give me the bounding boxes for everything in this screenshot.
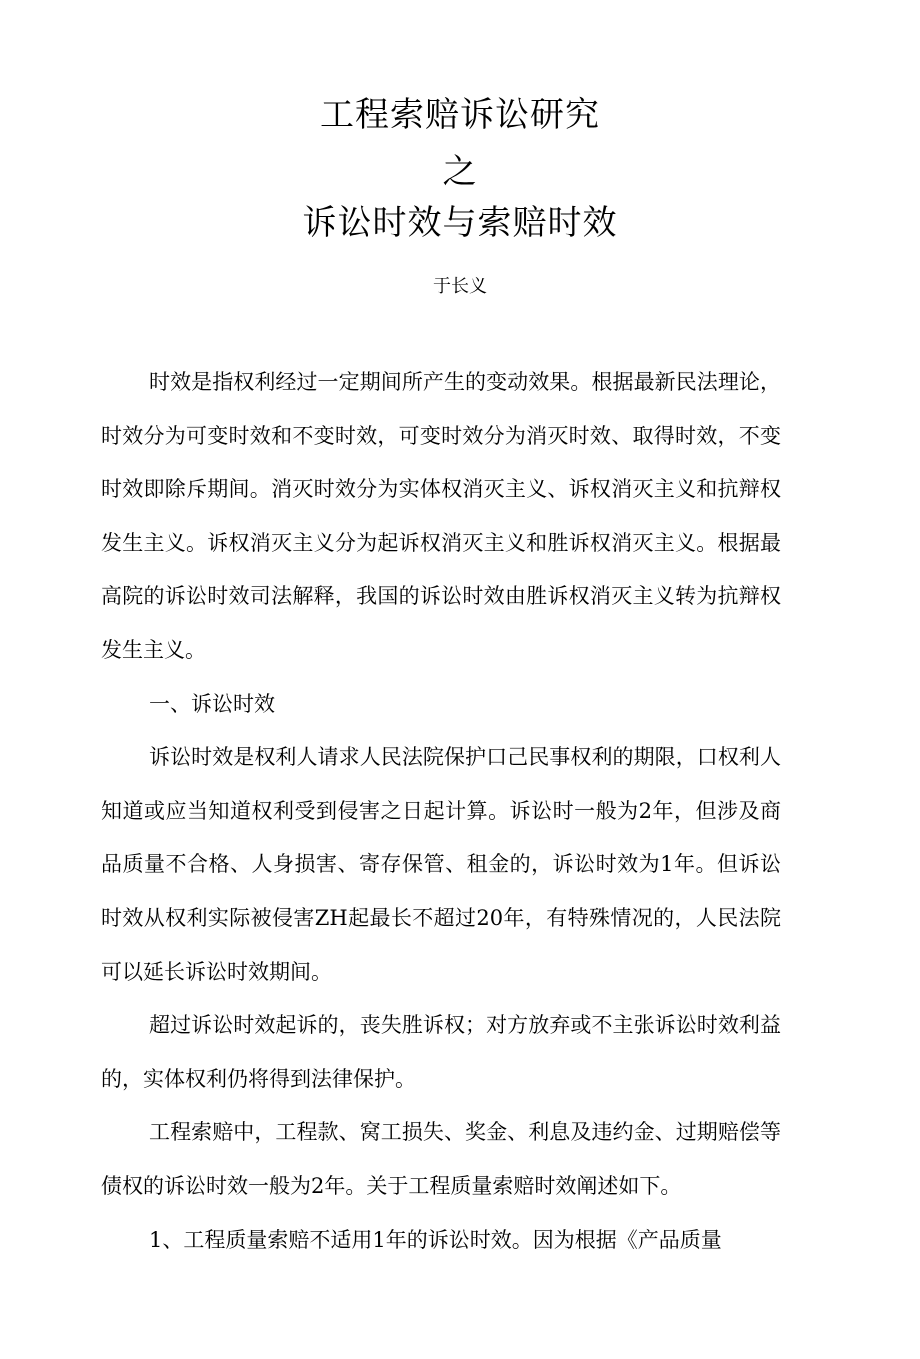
document-body: [101, 356, 781, 1267]
section-heading-litigation-limitation: 一、诉讼时效: [149, 691, 275, 716]
paragraph-expiry-effect: 超过诉讼时效起诉的，丧失胜诉权；对方放弃或不主张诉讼时效利益的，实体权利仍将得到法律保护。: [101, 1013, 781, 1091]
paragraph-litigation-limitation: 诉讼时效是权利人请求人民法院保护口己民事权利的期限，口权利人知道或应当知道权利受到侵害之日起计算。诉讼时一般为2年，但涉及商品质量不合格、人身损害、寄存保管、租金的，诉讼时效为1年。但诉讼时效从权利实际被侵害ZH起最长不超过20年，有特殊情况的，人民法院可以延长诉讼时效期间。: [101, 745, 781, 984]
paragraph-quality-claims: 1、工程质量索赔不适用1年的诉讼时效。因为根据《产品质量: [149, 1227, 722, 1252]
document-title-line-1: 工程索赔诉讼研究: [320, 95, 600, 135]
document-title-line-2: 之: [442, 152, 478, 192]
author-name: 于长义: [433, 276, 487, 297]
document-title-line-3: 诉讼时效与索赔时效: [302, 203, 618, 243]
paragraph-engineering-claims: 工程索赔中，工程款、窝工损失、奖金、利息及违约金、过期赔偿等债权的诉讼时效一般为2年。关于工程质量索赔时效阐述如下。: [101, 1120, 781, 1198]
paragraph-intro: 时效是指权利经过一定期间所产生的变动效果。根据最新民法理论，时效分为可变时效和不变时效，可变时效分为消灭时效、取得时效，不变时效即除斥期间。消灭时效分为实体权消灭主义、诉权消灭主义和抗辩权发生主义。诉权消灭主义分为起诉权消灭主义和胜诉权消灭主义。根据最高院的诉讼时效司法解释，我国的诉讼时效由胜诉权消灭主义转为抗辩权发生主义。: [101, 370, 781, 662]
